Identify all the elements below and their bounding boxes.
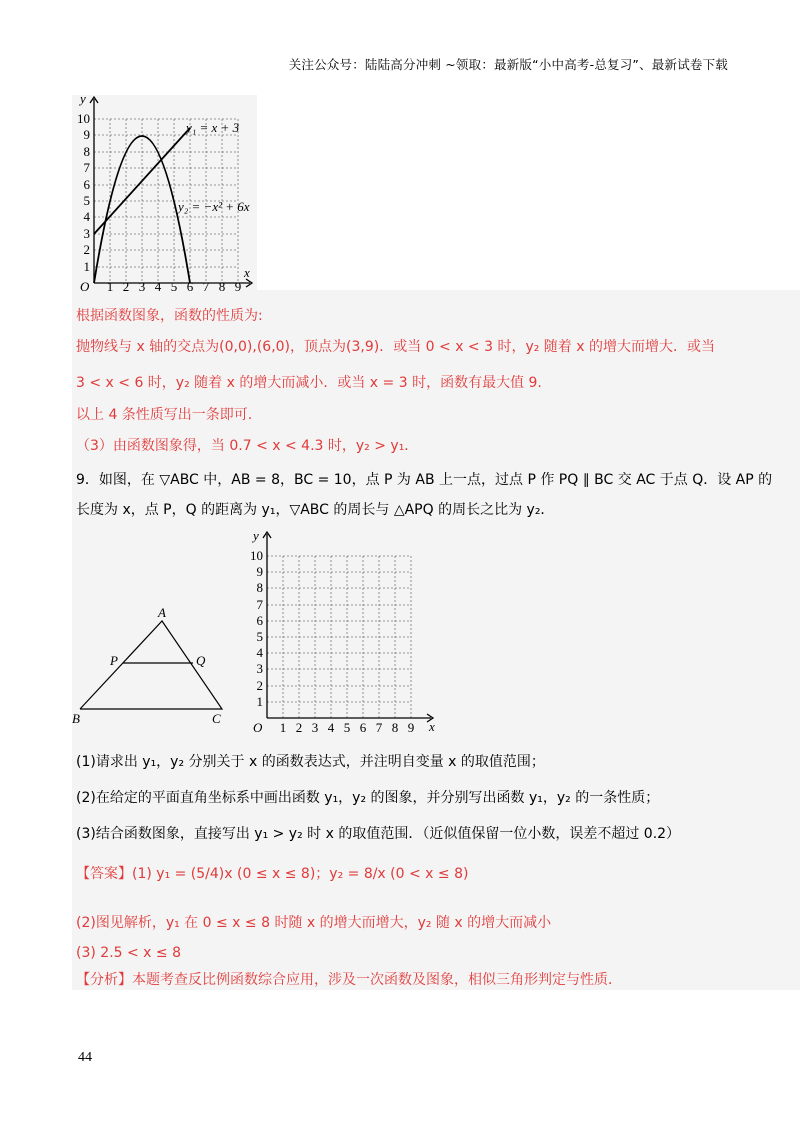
- g1-tick-y: 10: [77, 111, 90, 126]
- g2-tick-x: 7: [375, 720, 383, 735]
- answer-3: (3) 2.5 < x ≤ 8: [76, 945, 181, 961]
- g2-tick-x: 2: [295, 720, 303, 735]
- g2-tick-y: 3: [256, 661, 263, 676]
- g1-x-label: x: [244, 265, 250, 280]
- g1-tick-x: 3: [138, 279, 146, 293]
- point-p-label: P: [110, 653, 118, 668]
- analysis: 【分析】本题考查反比例函数综合应用，涉及一次函数及图象，相似三角形判定与性质．: [76, 972, 622, 988]
- answer-part-3: （3）由函数图象得，当 0.7 < x < 4.3 时，y₂ > y₁．: [76, 438, 419, 454]
- property-line-1: 抛物线与 x 轴的交点为(0,0),(6,0)，顶点为(3,9)．或当 0 < x < 3 时，y₂ 随着 x 的增大而增大．或当: [76, 339, 715, 355]
- question-part-2: (2)在给定的平面直角坐标系中画出函数 y₁，y₂ 的图象，并分别写出函数 y₁，y₂ 的一条性质；: [76, 790, 660, 806]
- g1-tick-x: 7: [202, 279, 210, 293]
- coordinate-grid-2: [245, 528, 440, 738]
- g2-y-label: y: [253, 528, 259, 543]
- g2-tick-y: 8: [256, 580, 263, 595]
- g1-tick-y: 2: [83, 242, 90, 257]
- g1-tick-y: 7: [83, 160, 90, 175]
- g1-tick-x: 1: [106, 279, 114, 293]
- g1-tick-x: 4: [154, 279, 162, 293]
- g2-tick-x: 6: [359, 720, 367, 735]
- g1-tick-y: 9: [83, 127, 90, 142]
- g1-origin: O: [80, 279, 90, 293]
- triangle-figure: [72, 605, 237, 730]
- property-intro: 根据函数图象，函数的性质为:: [76, 308, 263, 324]
- g2-tick-y: 5: [256, 629, 263, 644]
- g1-tick-x: 2: [122, 279, 130, 293]
- vertex-a-label: A: [158, 605, 166, 620]
- vertex-c-label: C: [212, 711, 221, 726]
- page-header: 关注公众号：陆陆高分冲刺 ~领取：最新版“小中高考-总复习”、最新试卷下载: [288, 57, 728, 72]
- function-graph-1: [72, 93, 262, 293]
- g1-line-label: y₁ = x + 3: [186, 120, 240, 135]
- g2-origin: O: [253, 720, 263, 735]
- g2-tick-y: 9: [256, 564, 263, 579]
- g2-tick-x: 4: [327, 720, 335, 735]
- question-part-3: (3)结合函数图象，直接写出 y₁ > y₂ 时 x 的取值范围．（近似值保留一位小数，误差不超过 0.2）: [76, 826, 681, 842]
- g2-tick-y: 6: [256, 613, 263, 628]
- g1-tick-x: 6: [186, 279, 194, 293]
- g2-x-label: x: [429, 719, 435, 734]
- g1-tick-y: 8: [83, 144, 90, 159]
- page-number: 44: [78, 1050, 92, 1065]
- g1-tick-x: 8: [218, 279, 226, 293]
- g1-tick-y: 3: [83, 226, 90, 241]
- g1-parabola-label: y₂ = −x² + 6x: [178, 199, 250, 214]
- g2-tick-y: 4: [256, 645, 263, 660]
- g1-tick-y: 6: [83, 177, 90, 192]
- question-9-line-1: 9．如图，在 ▽ABC 中，AB = 8，BC = 10，点 P 为 AB 上一点，过点 P 作 PQ ∥ BC 交 AC 于点 Q．设 AP 的: [76, 472, 773, 488]
- answer-2: (2)图见解析，y₁ 在 0 ≤ x ≤ 8 时随 x 的增大而增大，y₂ 随 x 的增大而减小: [76, 915, 552, 931]
- g2-tick-y: 7: [256, 597, 263, 612]
- g1-tick-y: 4: [83, 209, 90, 224]
- g2-tick-x: 1: [279, 720, 287, 735]
- g2-tick-x: 8: [391, 720, 399, 735]
- g2-tick-y: 2: [256, 678, 263, 693]
- g2-tick-x: 9: [407, 720, 415, 735]
- property-line-2: 3 < x < 6 时，y₂ 随着 x 的增大而减小．或当 x = 3 时，函数有最大值 9.: [76, 375, 542, 391]
- g2-tick-y: 10: [250, 548, 263, 563]
- point-q-label: Q: [196, 653, 206, 668]
- g1-tick-x: 9: [234, 279, 242, 293]
- question-part-1: (1)请求出 y₁，y₂ 分别关于 x 的函数表达式，并注明自变量 x 的取值范围；: [76, 754, 545, 770]
- g1-tick-x: 5: [170, 279, 178, 293]
- g1-y-label: y: [80, 93, 86, 106]
- g1-tick-y: 5: [83, 193, 90, 208]
- property-note: 以上 4 条性质写出一条即可.: [76, 407, 253, 423]
- vertex-b-label: B: [72, 711, 80, 726]
- g2-tick-x: 3: [311, 720, 319, 735]
- g2-tick-x: 5: [343, 720, 351, 735]
- g2-tick-y: 1: [256, 694, 263, 709]
- g1-tick-y: 1: [83, 259, 90, 274]
- question-9-line-2: 长度为 x，点 P，Q 的距离为 y₁，▽ABC 的周长与 △APQ 的周长之比为 y₂．: [76, 502, 555, 518]
- answer-1: 【答案】(1) y₁ = (5/4)x (0 ≤ x ≤ 8)；y₂ = 8/x (0 < x ≤ 8): [76, 866, 469, 882]
